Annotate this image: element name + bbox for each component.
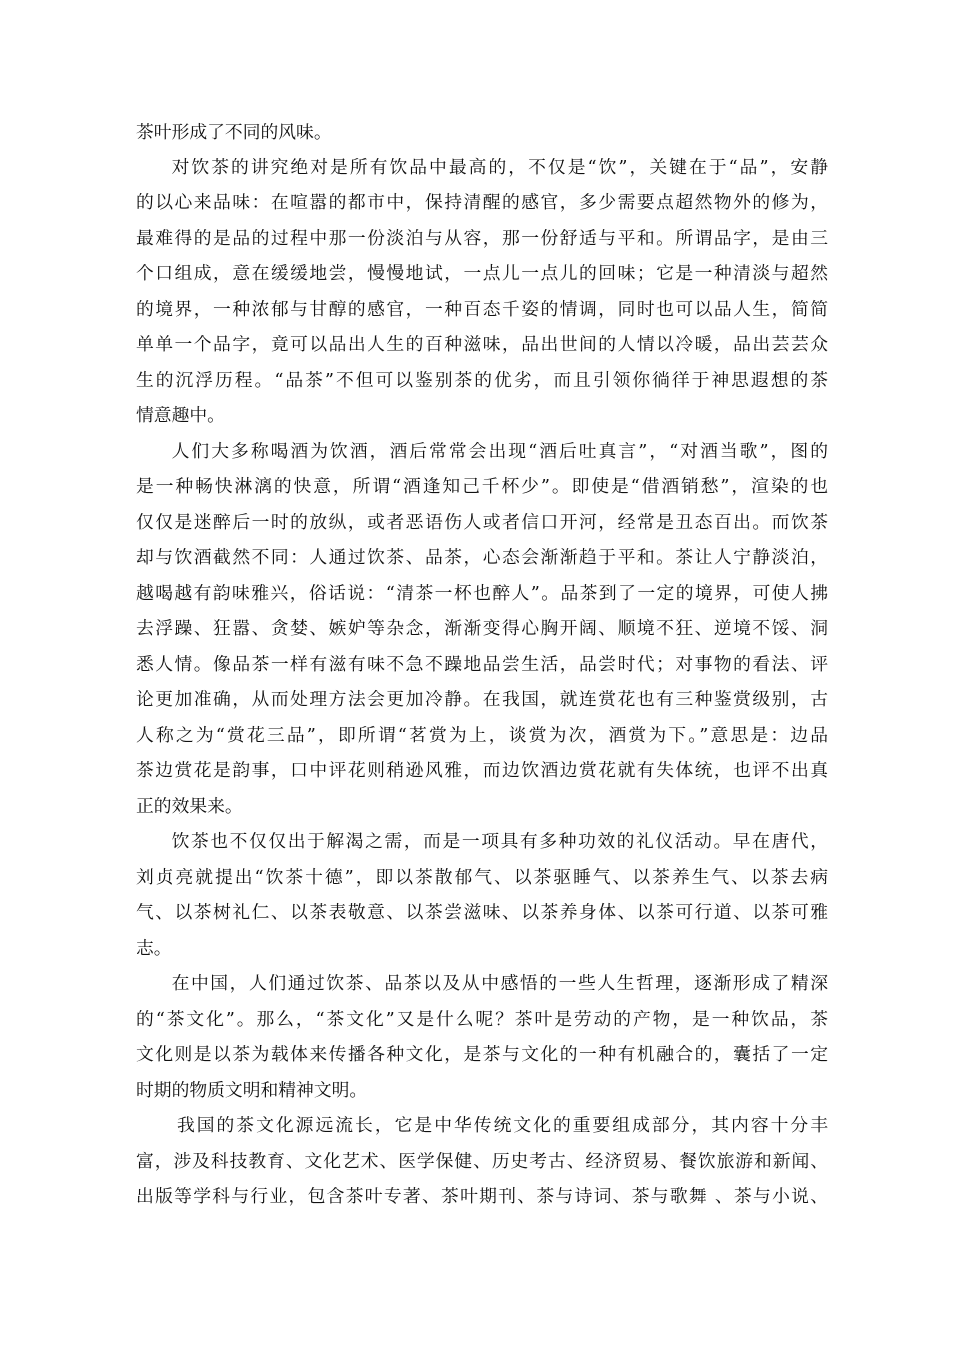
text-line: 去浮躁、狂嚣、贪婪、嫉妒等杂念，渐渐变得心胸开阔、顺境不狂、逆境不馁、洞	[136, 618, 828, 639]
text-line: 对饮茶的讲究绝对是所有饮品中最高的，不仅是“饮”，关键在于“品”，安静	[171, 157, 828, 178]
text-line: 单单一个品字，竟可以品出人生的百种滋味，品出世间的人情以冷暖，品出芸芸众	[136, 334, 828, 355]
text-line: 文化则是以茶为载体来传播各种文化，是茶与文化的一种有机融合的，囊括了一定	[136, 1044, 828, 1065]
text-line: 时期的物质文明和精神文明。	[136, 1080, 368, 1101]
text-line: 的以心来品味：在喧嚣的都市中，保持清醒的感官，多少需要点超然物外的修为，	[136, 192, 828, 213]
text-line: 人们大多称喝酒为饮酒，酒后常常会出现“酒后吐真言”，“对酒当歌”，图的	[171, 441, 828, 462]
text-line: 人称之为“赏花三品”，即所谓“茗赏为上，谈赏为次，酒赏为下。”意思是：边品	[136, 725, 828, 746]
text-line: 悉人情。像品茶一样有滋有味不急不躁地品尝生活，品尝时代；对事物的看法、评	[136, 654, 828, 675]
text-line: 情意趣中。	[136, 405, 225, 426]
text-line: 的“茶文化”。那么，“茶文化”又是什么呢？茶叶是劳动的产物，是一种饮品，茶	[136, 1009, 828, 1030]
text-line: 茶叶形成了不同的风味。	[136, 122, 332, 143]
text-line: 富，涉及科技教育、文化艺术、医学保健、历史考古、经济贸易、餐饮旅游和新闻、	[136, 1151, 828, 1172]
text-line: 却与饮酒截然不同：人通过饮茶、品茶，心态会渐渐趋于平和。茶让人宁静淡泊，	[136, 547, 828, 568]
text-line: 在中国，人们通过饮茶、品茶以及从中感悟的一些人生哲理，逐渐形成了精深	[171, 973, 828, 994]
text-line: 个口组成，意在缓缓地尝，慢慢地试，一点儿一点儿的回味；它是一种清淡与超然	[136, 263, 828, 284]
text-line: 仅仅是迷醉后一时的放纵，或者恶语伤人或者信口开河，经常是丑态百出。而饮茶	[136, 512, 828, 533]
text-line: 茶边赏花是韵事，口中评花则稍逊风雅，而边饮酒边赏花就有失体统，也评不出真	[136, 760, 828, 781]
text-line: 论更加准确，从而处理方法会更加冷静。在我国，就连赏花也有三种鉴赏级别，古	[136, 689, 828, 710]
text-line: 最难得的是品的过程中那一份淡泊与从容，那一份舒适与平和。所谓品字，是由三	[136, 228, 828, 249]
text-line: 饮茶也不仅仅出于解渴之需，而是一项具有多种功效的礼仪活动。早在唐代，	[171, 831, 828, 852]
text-line: 志。	[136, 938, 172, 959]
text-line: 的境界，一种浓郁与甘醇的感官，一种百态千姿的情调，同时也可以品人生，简简	[136, 299, 828, 320]
text-line: 越喝越有韵味雅兴，俗话说：“清茶一杯也醉人”。品茶到了一定的境界，可使人拂	[136, 583, 828, 604]
text-line: 是一种畅快淋漓的快意，所谓“酒逢知己千杯少”。即使是“借酒销愁”，渲染的也	[136, 476, 828, 497]
text-line: 出版等学科与行业，包含茶叶专著、茶叶期刊、茶与诗词、茶与歌舞 、茶与小说、	[136, 1186, 828, 1207]
text-line: 生的沉浮历程。“品茶”不但可以鉴别茶的优劣，而且引领你徜徉于神思遐想的茶	[136, 370, 828, 391]
text-line: 刘贞亮就提出“饮茶十德”，即以茶散郁气、以茶驱睡气、以茶养生气、以茶去病	[136, 867, 828, 888]
text-line: 气、以茶树礼仁、以茶表敬意、以茶尝滋味、以茶养身体、以茶可行道、以茶可雅	[136, 902, 828, 923]
text-line: 我国的茶文化源远流长，它是中华传统文化的重要组成部分，其内容十分丰	[176, 1115, 828, 1136]
text-line: 正的效果来。	[136, 796, 243, 817]
